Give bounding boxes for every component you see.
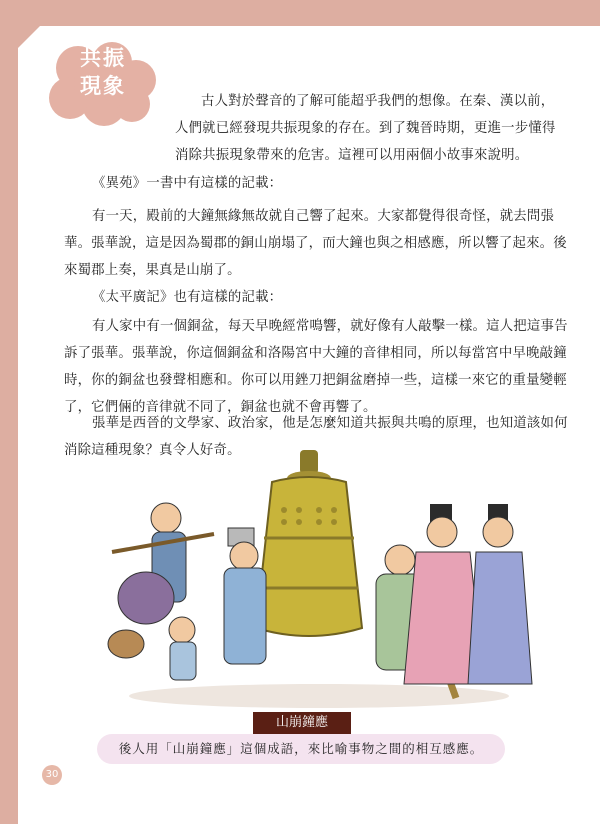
conclusion-line: 張華是西晉的文學家、政治家，他是怎麼知道共振與共鳴的原理，也知道該如何 <box>92 416 568 431</box>
intro-line-3: 消除共振現象帶來的危害。這裡可以用兩個小故事來說明。 <box>175 148 529 163</box>
story-1-line: 華。張華說，這是因為蜀郡的銅山崩塌了，而大鐘也與之相感應，所以響了起來。後 <box>64 236 567 251</box>
section-title-line1: 共振 <box>80 46 126 70</box>
caption-text: 後人用「山崩鐘應」這個成語，來比喻事物之間的相互感應。 <box>97 734 505 764</box>
story-1-line: 有一天，殿前的大鐘無緣無故就自己響了起來。大家都覺得很奇怪，就去問張 <box>92 209 555 224</box>
intro-line-2: 人們就已經發現共振現象的存在。到了魏晉時期，更進一步懂得 <box>175 121 556 136</box>
story-2-source: 《太平廣記》也有這樣的記載： <box>92 290 283 305</box>
conclusion-line: 消除這種現象？真令人好奇。 <box>64 443 241 458</box>
story-2-line: 訴了張華。張華說，你這個銅盆和洛陽宮中大鐘的音律相同，所以每當宮中早晚敲鐘 <box>64 346 567 361</box>
story-1-source: 《異苑》一書中有這樣的記載： <box>92 176 283 191</box>
section-title <box>62 44 144 100</box>
story-2-line: 時，你的銅盆也發聲相應和。你可以用銼刀把銅盆磨掉一些，這樣一來它的重量變輕 <box>64 373 567 388</box>
story-1-line: 來蜀郡上奏，果真是山崩了。 <box>64 263 241 278</box>
section-title-line2: 現象 <box>80 74 126 98</box>
page-number: 30 <box>42 765 62 785</box>
caption-tag: 山崩鐘應 <box>253 712 351 734</box>
story-2-line: 了，它們倆的音律就不同了，銅盆也就不會再響了。 <box>64 400 377 415</box>
intro-line-1: 古人對於聲音的了解可能超乎我們的想像。在秦、漢以前， <box>201 94 555 109</box>
story-2-line: 有人家中有一個銅盆，每天早晚經常鳴響，就好像有人敲擊一樣。這人把這事告 <box>92 319 568 334</box>
bell-illustration <box>104 448 534 716</box>
